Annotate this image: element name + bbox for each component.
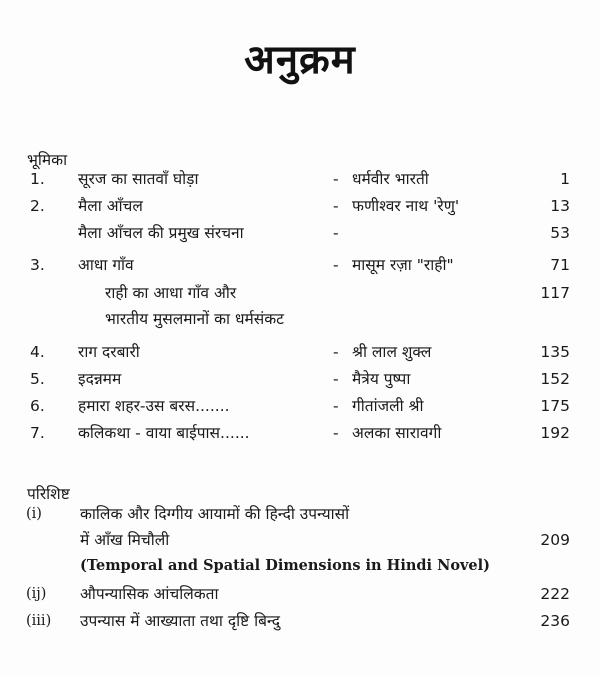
page-number: 1 [560,170,570,188]
entry-title-continuation: भारतीय मुसलमानों का धर्मसंकट [105,310,284,328]
separator-dash: - [333,256,339,274]
toc-row[interactable] [0,393,600,419]
separator-dash: - [333,224,339,242]
page-number: 192 [540,424,570,442]
appendix-title: कालिक और दिग्गीय आयामों की हिन्दी उपन्यासों [80,505,350,523]
section-heading-appendix: परिशिष्ट [27,485,70,503]
separator-dash: - [333,197,339,215]
entry-number: 3. [30,256,45,274]
entry-title: मैला आँचल [78,197,143,215]
entry-title: सूरज का सातवाँ घोड़ा [78,170,199,188]
entry-number: 2. [30,197,45,215]
toc-row[interactable] [0,220,600,246]
entry-title: इदन्नमम [78,370,122,388]
page-number: 222 [540,585,570,603]
page-title: अनुक्रम [244,37,356,83]
appendix-row-continuation[interactable] [0,527,600,553]
appendix-number: (i) [26,506,42,522]
entry-title: हमारा शहर-उस बरस....... [78,397,230,415]
toc-row[interactable] [0,420,600,446]
separator-dash: - [333,370,339,388]
separator-dash: - [333,343,339,361]
entry-author: श्री लाल शुक्ल [352,343,432,361]
section-heading-preface: भूमिका [27,151,68,169]
page-number: 13 [550,197,570,215]
appendix-row[interactable] [0,501,600,527]
appendix-title-continuation: में आँख मिचौली [80,531,170,549]
entry-title: राही का आधा गाँव और [105,284,237,302]
entry-title: राग दरबारी [78,343,140,361]
entry-title: मैला आँचल की प्रमुख संरचना [78,224,244,242]
toc-row[interactable] [0,166,600,192]
entry-author: मैत्रेय पुष्पा [352,370,411,388]
page-number: 117 [540,284,570,302]
entry-author: फणीश्वर नाथ 'रेणु' [352,197,460,215]
page-number: 175 [540,397,570,415]
appendix-number: (iii) [26,613,52,629]
entry-number: 1. [30,170,45,188]
toc-row[interactable] [0,339,600,365]
entry-number: 6. [30,397,45,415]
appendix-title-english: (Temporal and Spatial Dimensions in Hindi Novel) [80,557,491,574]
entry-number: 7. [30,424,45,442]
page-number: 152 [540,370,570,388]
entry-title: कलिकथा - वाया बाईपास...... [78,424,250,442]
entry-number: 5. [30,370,45,388]
page-number: 209 [540,531,570,549]
entry-author: मासूम रज़ा "राही" [352,256,454,274]
page-number: 71 [550,256,570,274]
appendix-row[interactable] [0,581,600,607]
appendix-number: (ij) [26,586,47,602]
entry-author: धर्मवीर भारती [352,170,429,188]
toc-row[interactable] [0,252,600,278]
page-number: 53 [550,224,570,242]
page-number: 135 [540,343,570,361]
separator-dash: - [333,397,339,415]
toc-row[interactable] [0,193,600,219]
separator-dash: - [333,170,339,188]
entry-title: आधा गाँव [78,256,134,274]
appendix-row[interactable] [0,608,600,634]
entry-number: 4. [30,343,45,361]
entry-author: गीतांजली श्री [352,397,424,415]
appendix-title: उपन्यास में आख्याता तथा दृष्टि बिन्दु [80,612,280,630]
toc-row[interactable] [0,366,600,392]
separator-dash: - [333,424,339,442]
appendix-row-continuation [0,553,600,579]
toc-row-continuation [0,306,600,332]
appendix-title: औपन्यासिक आंचलिकता [80,585,219,603]
toc-row[interactable] [0,280,600,306]
page-number: 236 [540,612,570,630]
entry-author: अलका सारावगी [352,424,442,442]
